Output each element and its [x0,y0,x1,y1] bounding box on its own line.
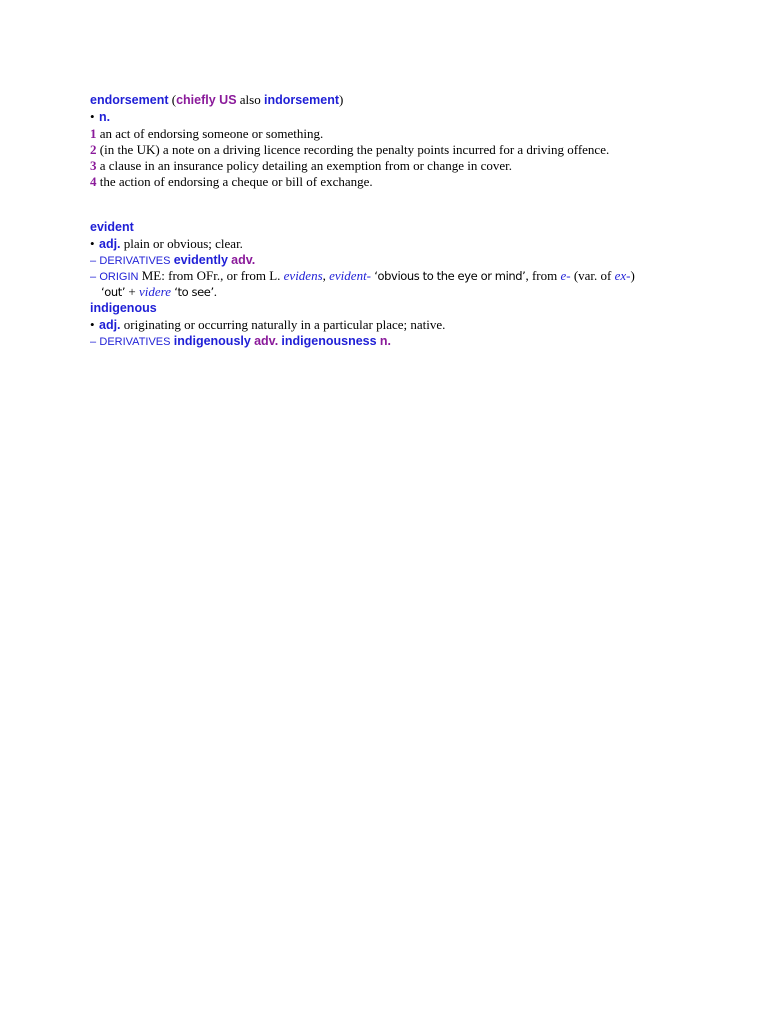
derivatives-line [90,252,255,269]
sense-number: 1 [90,126,97,141]
derivative-word: indigenousness [281,334,377,348]
variant-headword: indorsement [263,93,339,107]
dash-icon: – [90,271,97,283]
headword: indigenous [90,301,157,315]
paren-close: ) [339,92,344,107]
origin-label: ORIGIN [99,271,139,283]
origin-text: , [322,268,326,283]
bullet-icon: • [90,317,95,332]
etymon: e- [560,268,571,283]
definition-line [90,317,445,333]
etymon: evident- [329,268,372,283]
origin-text: ) [630,268,635,283]
derivative-pos: n. [379,334,391,348]
sense-text: (in the UK) a note on a driving licence recording the penalty points incurred for a driving offence. [99,142,610,157]
derivatives-line [90,333,391,350]
paren-open: ( [171,92,177,107]
origin-text: + [128,284,136,299]
entry-endorsement-header [90,92,343,108]
definition: plain or obvious; clear. [123,236,243,251]
origin-text: ME: from OFr., or from L. [141,268,281,283]
gloss: ‘obvious to the eye or mind’ [374,269,526,283]
etymon: videre [139,284,171,299]
sense-text: a clause in an insurance policy detailing an exemption from or change in cover. [99,158,512,173]
dash-icon: – [90,255,97,267]
definition-line [90,236,243,252]
part-of-speech: adj. [99,237,121,251]
derivative-pos: adv. [231,253,256,267]
part-of-speech: adj. [99,318,121,332]
sense-number: 4 [90,174,97,189]
sense-1 [90,126,323,142]
derivatives-label: DERIVATIVES [99,336,171,348]
sense-number: 2 [90,142,97,157]
origin-line [90,268,635,285]
etymon: ex- [614,268,631,283]
gloss: ‘out’ [101,285,126,299]
entry-evident-header [90,219,134,235]
dash-icon: – [90,336,97,348]
entry-indigenous-header [90,300,157,316]
definition: originating or occurring naturally in a particular place; native. [123,317,446,332]
origin-line-continued [101,284,217,300]
derivatives-label: DERIVATIVES [99,255,171,267]
bullet-icon: • [90,109,95,124]
sense-number: 3 [90,158,97,173]
sense-2 [90,142,609,158]
origin-text: . [213,284,217,299]
region-label: chiefly US [176,93,237,107]
headword: evident [90,220,134,234]
pos-line [90,109,110,125]
derivative-word: evidently [173,253,228,267]
derivative-word: indigenously [173,334,251,348]
derivative-pos: adv. [254,334,279,348]
origin-text: (var. of [573,268,612,283]
gloss: ‘to see’ [174,285,214,299]
origin-text: , from [525,268,558,283]
etymon: evidens [283,268,323,283]
sense-4 [90,174,373,190]
part-of-speech: n. [99,110,111,124]
also-text: also [239,92,261,107]
headword: endorsement [90,93,169,107]
sense-text: the action of endorsing a cheque or bill of exchange. [99,174,373,189]
sense-3 [90,158,512,174]
sense-text: an act of endorsing someone or something. [99,126,324,141]
bullet-icon: • [90,236,95,251]
